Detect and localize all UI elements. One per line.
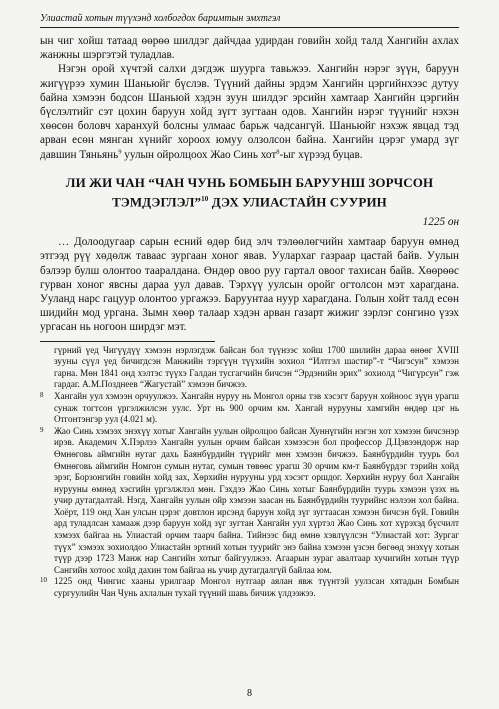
section-body: … Долоодугаар сарын есний өдөр бид элч тэлөөлөгчийн хамтаар баруун өмнөд этгээд рүү хөдөлж тавааc зургаан хоног явав. Уулархаг газраар цастай байв. Уулын бэлээр булш олонтоо таарaлдана. Өндөр овоо руу гартал овоог тахисан байв. Хөөрөөс гурван хоног явсны дараа уул давав. Тэрхүү уулсын оройг огтолсон мэт харагдана. Ууланд нарс гацуур олонтоо ургажээ. Баруунтаа нуур харагдана. Голын хойт талд есөн шидийн мод ургана. Зымн хөөр талаар хэдэн арван газарт жижиг зэрлэг сонгино үзэх ургасан нь ногоон ширдэг мэт. (40, 236, 459, 334)
intro-paragraph-2-text-b: уулын ойролцоох Жао Синь хот (121, 148, 277, 161)
footnote-ref-8: 8 (276, 147, 280, 155)
footnote-mark: 10 (40, 576, 47, 585)
footnote-8 (40, 391, 459, 426)
section-heading-line-2-end: ДЭХ УЛИАСТАЙН СУУРИН (208, 194, 387, 210)
section-heading (40, 175, 459, 211)
footnote-text: 1225 онд Чингис хааны урилгаар Монгол нутгаар аялан явж түүнтэй уулзсан хятадын Бомбын сургуулийн Чан Чунь ахлалын тухай түүний шавь бичиж үлдээжээ. (54, 576, 459, 599)
footnote-continued (40, 345, 459, 391)
footnote-10 (40, 576, 459, 599)
page-number: 8 (247, 688, 252, 699)
footnote-mark: 8 (40, 390, 44, 399)
main-text (40, 34, 459, 600)
intro-paragraph-2 (40, 62, 459, 161)
intro-paragraph-2-text-c: -ыг хүрээд буцав. (279, 148, 363, 161)
running-title: Улиастай хотын түүхэнд холбогдох баримтын эмхтгэл (40, 13, 281, 24)
intro-paragraph-1: ын чиг хойш татаад өөрөө шилдэг дайчдаа удирдан говийн хойд талд Хангийн ахлах жанжны шэргэтэй туладлав. (40, 35, 459, 62)
footnote-mark: 9 (40, 425, 44, 434)
section-footnote-ref: 10 (201, 195, 209, 204)
footnote-divider (40, 341, 215, 342)
intro-paragraph-2-text-a: Нэгэн орой хүчтэй салхи дэгдэж шуурга тавьжээ. Хангийн нэрэг зүүн, баруун жигүүрээ хумин Шаньюйг бүслэв. Түүний дайны эрдэм Хангийн цэргийнхээс дутуу байна хэмээн бодсон Шаньюй хэдэн зуун шилдэг эрсийн хамтаар Хангийн цэргийн бүслэлтийг сэт цохин баруун хойд зүгт зугтаан одов. Хангийн нэрэг түүнийг нэхэн хөөсөн боловч харанхуй болсны улмаас барьж чадсангүй. Шаньюйг нэхэж явцад тэд арван есөн мянган хүнийг хороох юмуу олзолсон байна. Хангийн цэрэг умард зүг давшин Тяньянь (40, 63, 459, 161)
running-header (40, 13, 459, 28)
section-heading-line-2 (40, 191, 459, 211)
section-heading-line-1: ЛИ ЖИ ЧАН “ЧАН ЧУНЬ БОМБЫН БАРУУНШ ЗОРЧСОН (65, 174, 434, 190)
footnote-ref-9: 9 (118, 147, 122, 155)
footnotes (40, 345, 459, 600)
footnote-text: Хангайн уул хэмээн орчуулжээ. Хангайн нуруу нь Монгол орны тэв хэсэгт баруун хойноос зүүн урагш сунаж тогтсон үргэлжилсэн уулс. Урт нь 900 орчим км. Хангай нурууны хамгийн өндөр цэг нь Отгонтэнгэр уул (4.021 м). (54, 390, 459, 425)
footnote-text: гүрний үед Чигүүдүү хэмээн нэрлэгдэж байсан бол түүнээс хойш 1700 шилийн дараа өнөөг XVIII зууны сүүл үед бичигдсэн Манжийн тэргүүн түүхийн зохиол “Илтгэл шастир”-т “Чигэсун” хэмээн гарна. Мөн 1841 онд хэлтэс түүхэ Галдан тусгагчийн бичсэн “Эрдэнийн эрих” зохиолд “Чигүрсун” гэж гардаг. А.М.Позднеев “Жагустай” хэмээн бичжээ. (54, 344, 459, 390)
footnote-text: Жао Синь хэмээх энэхүү хотыг Хангайн уулын ойролцоо байсан Хуннүгийн нэгэн хот хэмээн бичсэнэр ирэв. Академич Х.Пэрлээ Хангайн уулын орчим байсан хэмээсэн бол профессор Д.Цэвээндорж нар Өмнөговь аймгийн нутаг дахь Баянбүрдийн түүрийг мөн хэмээн бичжээ. Баянбүрдийн туурь бол Өмнөговь аймгийн Номгон сумын нутаг, сумын төвөөс урагш 30 орчим км-т Баянбүрдэг тэрийн хойд эрэг, Борзонгийн говийн хойд зах, Хөрхийн нурууны урд хэсэгт оршдог. Хөрхийн нуруу бол Хангайн нурууны өмнөд хэсгийн үргэлжлэл мөн. Гэхдээ Жао Синь хотыг Баянбүрдийн туурь хэмээн үзэх нь учир дутагдалтай. Нэгд, Хангайн уулын ойр хэмээн заасан нь Баянбүрдийн туурийнс нэлээн хол байна. Хоёрт, 119 онд Хан улсын цэрэг довтлон ирсэнд баруун хойд зүг зугтаасан хэмээн бичсэн бүй. Говийн ард туладлсан хамааж дээр баруун хойд зүг зугтан Хангайн уул хүртэл Жао Синь хот хүрэхэд бүсчилт хэмээх байгаа нь Улиастай орчим таарч байна. Тийнээс бид өмнө хэвлүүлсэн “Улиастай хот: Зургаг түүх” хэмээх зохиолдоо Улиастайн эртний хотын туурийг энэ байна хэмээн үзсэн бөгөөд энэхүү хотын түүр дээр 1723 Манж нар Сангийн хотыг байгуулжээ. Агаарын зураг авалтаар хучигийн хотын түүр Сангийн хотоос хойд дахин том байгаа нь учир дутагдалгүй байлаа юм. (54, 425, 459, 575)
section-year: 1225 он (422, 216, 459, 229)
footnote-9 (40, 426, 459, 577)
section-heading-line-2-start: ТЭМДЭГЛЭЛ” (112, 194, 202, 210)
